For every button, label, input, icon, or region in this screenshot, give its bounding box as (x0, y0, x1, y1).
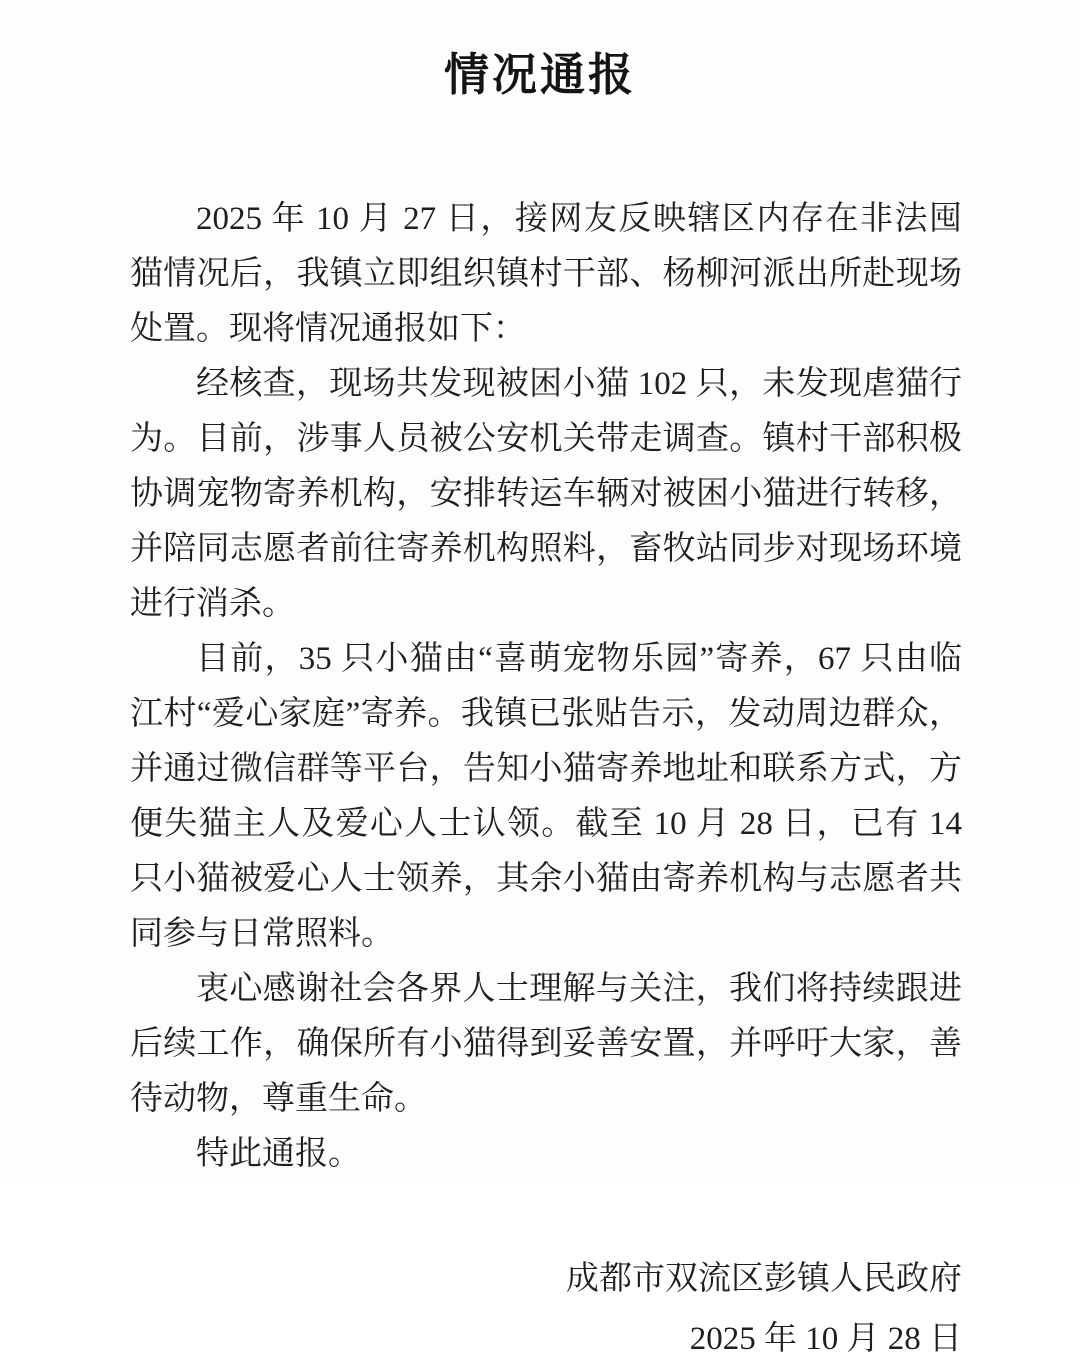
document-title: 情况通报 (443, 50, 636, 100)
paragraph-thanks: 衷心感谢社会各界人士理解与关注，我们将持续跟进后续工作，确保所有小猫得到妥善安置，并呼吁大家，善待动物，尊重生命。 (130, 971, 962, 1117)
paragraph-closing: 特此通报。 (196, 1136, 361, 1172)
issuing-authority: 成都市双流区彭镇人民政府 (566, 1261, 962, 1297)
paragraph-investigation: 经核查，现场共发现被困小猫 102 只，未发现虐猫行为。目前，涉事人员被公安机关带走调查。镇村干部积极协调宠物寄养机构，安排转运车辆对被困小猫进行转移，并陪同志愿者前往寄养机构照料，畜牧站同步对现场环境进行消杀。 (130, 366, 962, 622)
document-body (130, 192, 962, 1368)
paragraph-intro: 2025 年 10 月 27 日，接网友反映辖区内存在非法囤猫情况后，我镇立即组织镇村干部、杨柳河派出所赴现场处置。现将情况通报如下： (130, 201, 962, 347)
signature-block (130, 1250, 962, 1368)
paragraph-fostering: 目前，35 只小猫由“喜萌宠物乐园”寄养，67 只由临江村“爱心家庭”寄养。我镇已张贴告示，发动周边群众，并通过微信群等平台，告知小猫寄养地址和联系方式，方便失猫主人及爱心人士认领。截至 10 月 28 日，已有 14 只小猫被爱心人士领养，其余小猫由寄养机构与志愿者共同参与日常照料。 (130, 641, 962, 952)
issue-date: 2025 年 10 月 28 日 (689, 1321, 962, 1357)
